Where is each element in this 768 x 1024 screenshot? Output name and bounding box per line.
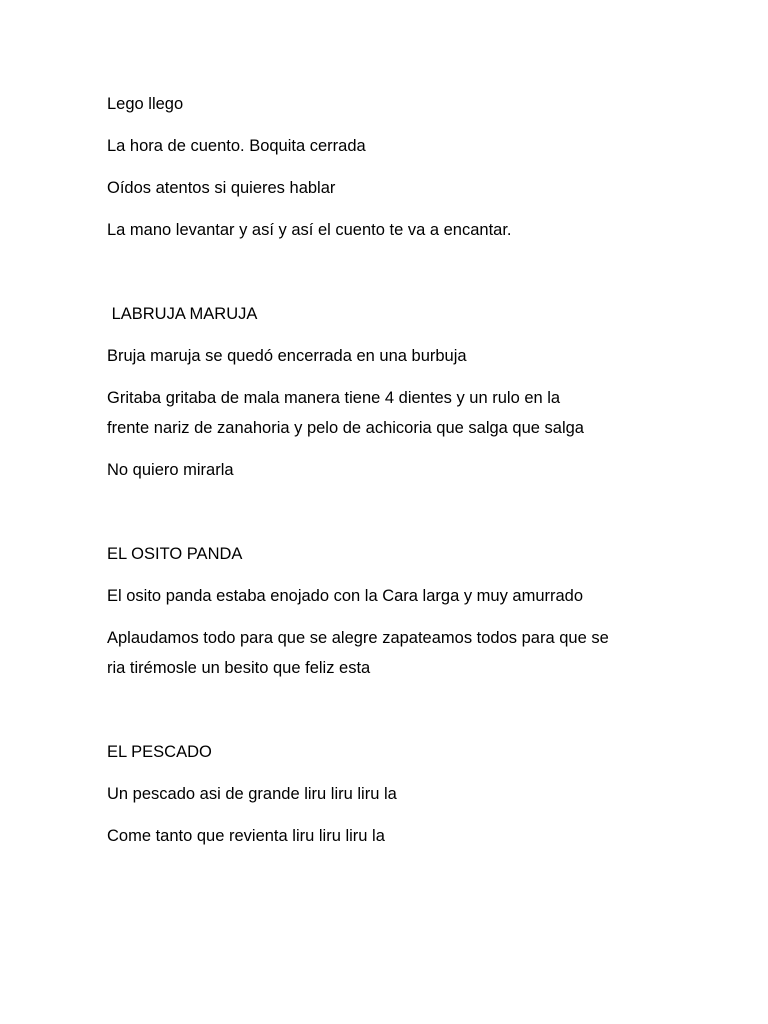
song-2-line-2: Aplaudamos todo para que se alegre zapateamos todos para que se bbox=[107, 629, 609, 647]
intro-line-3: Oídos atentos si quieres hablar bbox=[107, 179, 336, 197]
song-2-line-1: El osito panda estaba enojado con la Cara larga y muy amurrado bbox=[107, 587, 584, 605]
song-3-line-1: Un pescado asi de grande liru liru liru la bbox=[107, 785, 397, 803]
song-title-el-osito-panda: EL OSITO PANDA bbox=[107, 545, 243, 563]
song-3-line-2: Come tanto que revienta liru liru liru la bbox=[107, 827, 385, 845]
intro-line-2: La hora de cuento. Boquita cerrada bbox=[107, 137, 366, 155]
song-title-labruja-maruja: LABRUJA MARUJA bbox=[107, 305, 258, 323]
song-1-line-4: No quiero mirarla bbox=[107, 461, 234, 479]
intro-line-1: Lego llego bbox=[107, 95, 184, 113]
song-1-line-2: Gritaba gritaba de mala manera tiene 4 dientes y un rulo en la bbox=[107, 389, 561, 407]
intro-line-4: La mano levantar y así y así el cuento te va a encantar. bbox=[107, 221, 512, 239]
song-2-line-3: ria tirémosle un besito que feliz esta bbox=[107, 659, 371, 677]
song-1-line-1: Bruja maruja se quedó encerrada en una burbuja bbox=[107, 347, 467, 365]
song-1-line-3: frente nariz de zanahoria y pelo de achicoria que salga que salga bbox=[107, 419, 584, 437]
song-title-el-pescado: EL PESCADO bbox=[107, 743, 212, 761]
